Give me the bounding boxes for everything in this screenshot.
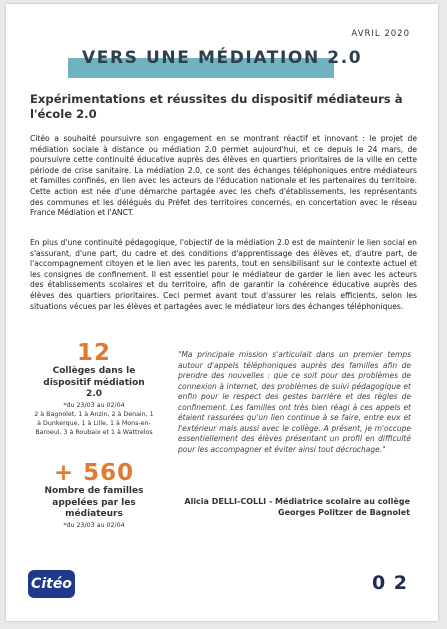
paragraph-objective: En plus d'une continuité pédagogique, l'objectif de la médiation 2.0 est de maintenir le lien social en s'assurant, d'une part, du cadre et des conditions d'apprentissage des élèves et, d'autre part, de l'accompagnement citoyen et le lien avec les parents, tout en sensibilisant sur le contexte actuel et les consignes de confinement. Il est essentiel pour le médiateur de garder le lien avec les acteurs des établissements scolaires et du territoire, afin de garantir la cohérence éducative auprès des élèves des quartiers prioritaires. Ceci permet avant tout d'assurer les relais efficients, selon les situations vécues par les élèves et partagées avec le médiateur lors des échanges téléphoniques. bbox=[30, 238, 417, 311]
stat-colleges-detail: 2 à Bagnolet, 1 à Anzin, 2 à Denain, 1 à Dunkerque, 1 à Lille, 1 à Mons-en-Baroeul, 3 à Roubaix et 1 à Wattrelos bbox=[34, 410, 154, 436]
stat-families bbox=[34, 460, 154, 530]
quote-author: Alicia DELLI-COLLI - Médiatrice scolaire au collège bbox=[184, 497, 410, 506]
logo-text: Citéo bbox=[31, 576, 72, 592]
paragraph-intro: Citéo a souhaité poursuivre son engagement en se montrant réactif et innovant : le projet de médiation sociale à distance ou médiation 2.0 permet aujourd'hui, et ce depuis le 24 mars, de poursuivre cette continuité éducative auprès des élèves en quartiers prioritaires de la ville en cette période de crise sanitaire. La médiation 2.0, ce sont des échanges téléphoniques entre médiateurs et familles confinés, en lien avec les acteurs de l'éducation nationale et les partenaires du territoire. Cette action est née d'une démarche partagée avec les chefs d'établissements, les représentants des communes et les délégués du Préfet des territoires concernés, en concertation avec le réseau France Médiation et l'ANCT. bbox=[30, 134, 417, 218]
citeo-logo bbox=[28, 570, 75, 598]
page-title: VERS UNE MÉDIATION 2.0 bbox=[82, 48, 363, 68]
issue-date: AVRIL 2020 bbox=[351, 29, 410, 39]
stat-colleges-number: 12 bbox=[76, 340, 111, 366]
quote-school: Georges Politzer de Bagnolet bbox=[278, 508, 410, 517]
article-subtitle: Expérimentations et réussites du dispositif médiateurs à l'école 2.0 bbox=[30, 92, 403, 121]
stat-families-label: Nombre de familles appelées par les médiateurs bbox=[44, 486, 144, 519]
quote-signature bbox=[184, 496, 410, 518]
document-page bbox=[6, 4, 438, 621]
stat-colleges-label: Collèges dans le dispositif médiation 2.0 bbox=[43, 366, 145, 399]
stat-families-period: *du 23/03 au 02/04 bbox=[63, 521, 125, 529]
stat-families-number: + 560 bbox=[53, 460, 135, 486]
stat-colleges bbox=[34, 340, 154, 437]
page-number: 0 2 bbox=[371, 572, 408, 594]
testimonial-quote: "Ma principale mission s'articulait dans un premier temps autour d'appels téléphoniques auprès des familles afin de prendre des nouvelles : que ce soit pour des problèmes de connexion à internet, des problèmes de suivi pédagogique et enfin pour le respect des gestes barrière et des règles de confinement. Les familles ont très bien réagi à ces appels et étaient rassurées qu'un lien continue à se faire, entre eux et l'extérieur mais aussi avec le collège. A présent, je m'occupe essentiellement des élèves présentant un profil en difficulté pour les accompagner et éviter ainsi tout décrochage." bbox=[178, 350, 411, 454]
stat-colleges-period: *du 23/03 au 02/04 bbox=[63, 401, 125, 409]
